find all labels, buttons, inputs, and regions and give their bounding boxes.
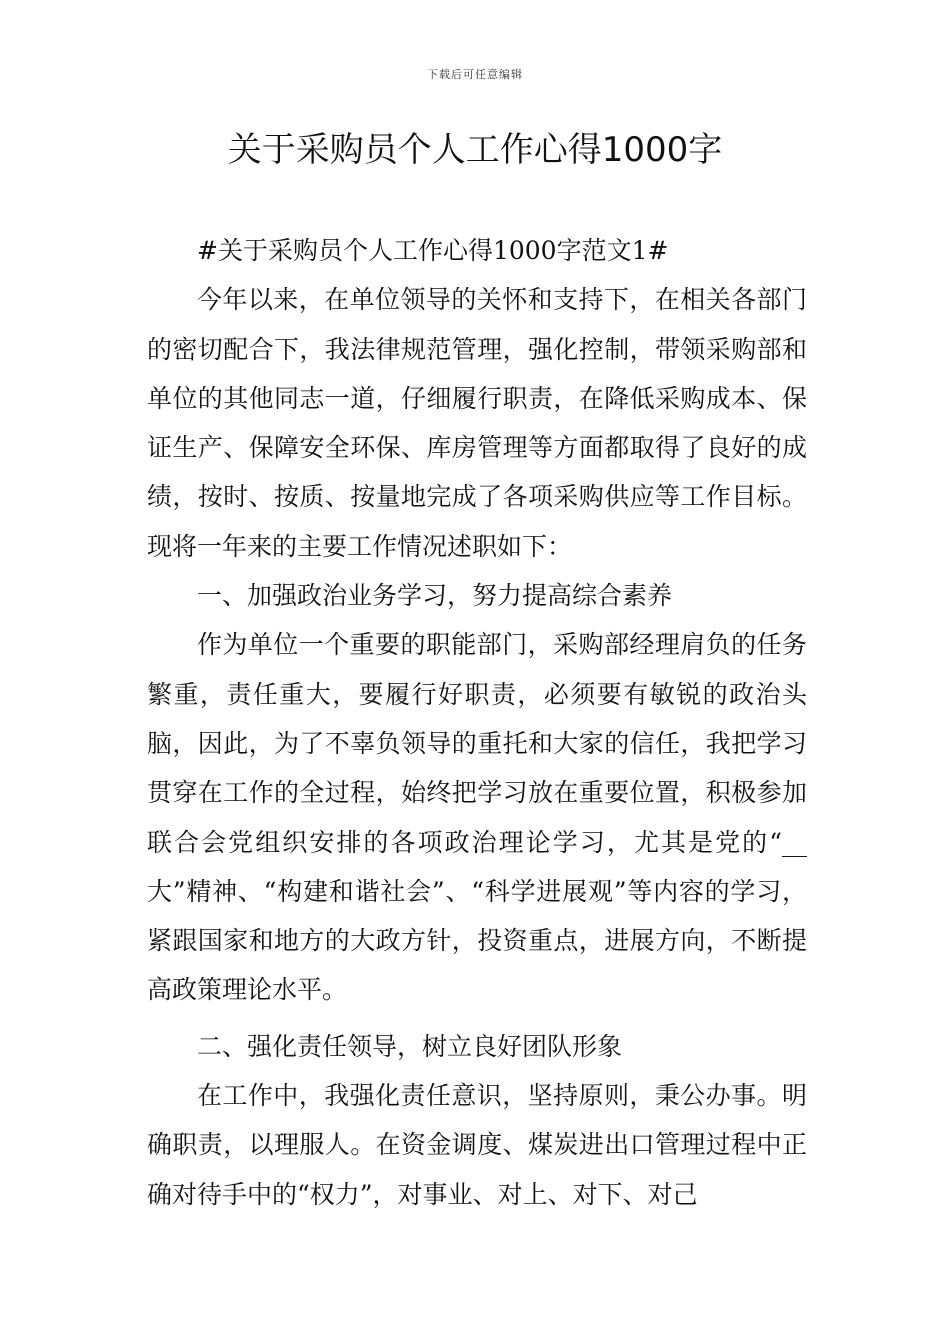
document-title: 关于采购员个人工作心得1000字 xyxy=(227,130,723,170)
paragraph-intro: 今年以来，在单位领导的关怀和支持下，在相关各部门的密切配合下，我法律规范管理，强化控制，带领采购部和单位的其他同志一道，仔细履行职责，在降低采购成本、保证生产、保障安全环保、库房管理等方面都取得了良好的成绩，按时、按质、按量地完成了各项采购供应等工作目标。现将一年来的主要工作情况述职如下： xyxy=(147,285,807,561)
header-note: 下载后可任意编辑 xyxy=(427,68,523,81)
paragraph-section-1: 作为单位一个重要的职能部门，采购部经理肩负的任务繁重，责任重大，要履行好职责，必须要有敏锐的政治头脑，因此，为了不辜负领导的重托和大家的信任，我把学习贯穿在工作的全过程，始终把学习放在重要位置，积极参加联合会党组织安排的各项政治理论学习，尤其是党的“__大”精神、“构建和谐社会”、“科学进展观”等内容的学习，紧跟国家和地方的大政方针，投资重点，进展方向，不断提高政策理论水平。 xyxy=(147,630,807,1005)
section-heading-2: 二、强化责任领导，树立良好团队形象 xyxy=(197,1031,623,1061)
paragraph-section-2: 在工作中，我强化责任意识，坚持原则，秉公办事。明确职责，以理服人。在资金调度、煤炭进出口管理过程中正确对待手中的“权力”，对事业、对上、对下、对己 xyxy=(147,1081,807,1209)
section-heading-1: 一、加强政治业务学习，努力提高综合素养 xyxy=(197,581,673,611)
paragraph-subtitle: #关于采购员个人工作心得1000字范文1# xyxy=(197,236,669,265)
document-body xyxy=(147,226,807,1219)
